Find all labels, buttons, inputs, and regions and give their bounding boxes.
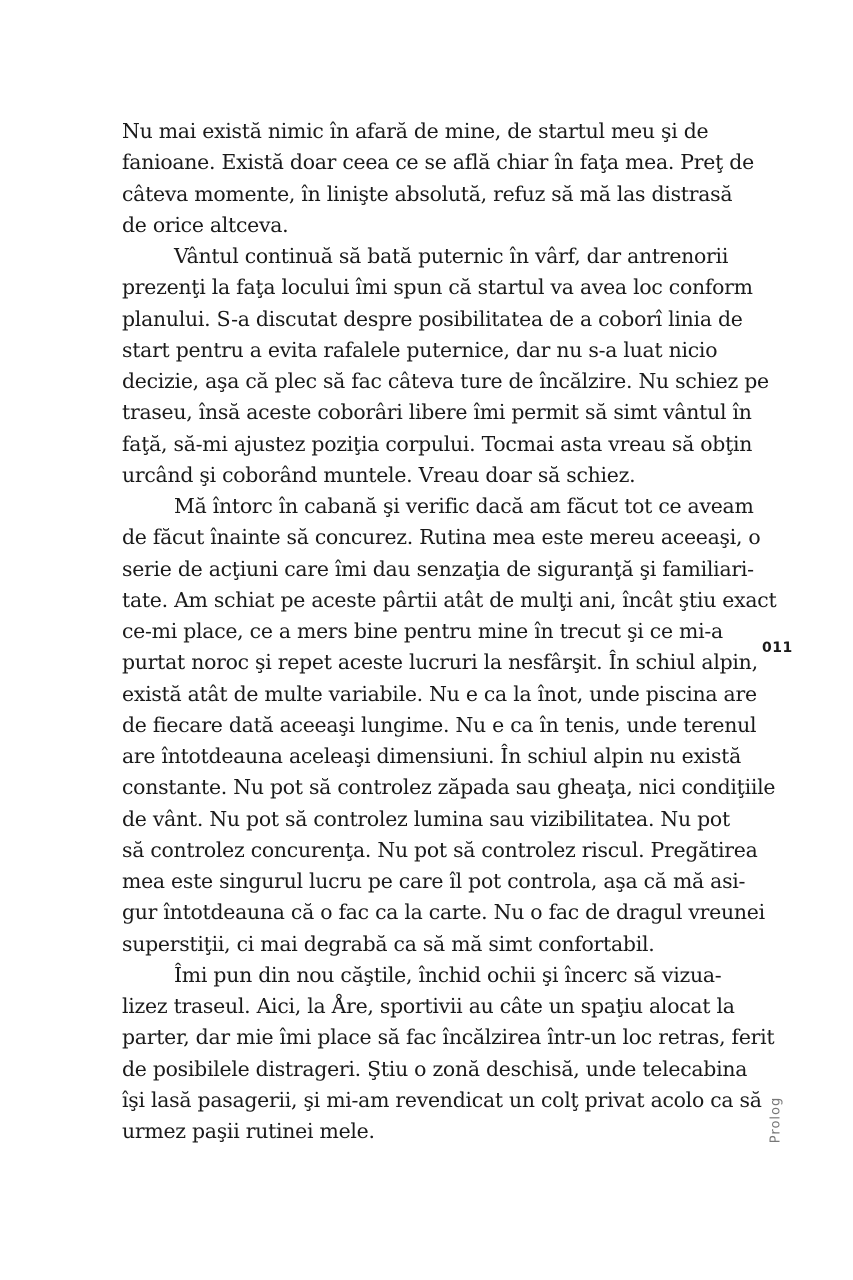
text-line: serie de acţiuni care îmi dau senzaţia de siguranţă şi familiari- bbox=[122, 556, 754, 581]
text-line: fanioane. Există doar ceea ce se află chiar în faţa mea. Preţ de bbox=[122, 150, 754, 175]
text-line: gur întotdeauna că o fac ca la carte. Nu o fac de dragul vreunei bbox=[122, 900, 765, 925]
text-line: faţă, să-mi ajustez poziţia corpului. Tocmai asta vreau să obţin bbox=[122, 431, 753, 456]
paragraph-first-line: Mă întorc în cabană şi verific dacă am făcut tot ce aveam bbox=[174, 494, 754, 518]
page-number: 011 bbox=[762, 640, 793, 656]
text-line: de vânt. Nu pot să controlez lumina sau vizibilitatea. Nu pot bbox=[122, 806, 730, 831]
text-line: îşi lasă pasagerii, şi mi-am revendicat un colţ privat acolo ca să bbox=[122, 1087, 762, 1112]
text-line: lizez traseul. Aici, la Åre, sportivii au câte un spaţiu alocat la bbox=[122, 994, 735, 1018]
text-line: ce-mi place, ce a mers bine pentru mine în trecut şi ce mi-a bbox=[122, 619, 723, 643]
text-line: parter, dar mie îmi place să fac încălzirea într-un loc retras, ferit bbox=[122, 1025, 775, 1050]
text-line: de posibilele distrageri. Ştiu o zonă deschisă, unde telecabina bbox=[122, 1056, 748, 1081]
text-line: constante. Nu pot să controlez zăpada sau gheaţa, nici condiţiile bbox=[122, 775, 776, 800]
text-line: să controlez concurenţa. Nu pot să controlez riscul. Pregătirea bbox=[122, 837, 758, 862]
text-line: traseu, însă aceste coborâri libere îmi permit să simt vântul în bbox=[122, 400, 752, 425]
text-line: urcând şi coborând muntele. Vreau doar să schiez. bbox=[122, 462, 636, 487]
paragraph-first-line: Vântul continuă să bată puternic în vârf, dar antrenorii bbox=[174, 244, 729, 268]
running-head: Prolog bbox=[768, 1096, 784, 1144]
text-line: planului. S-a discutat despre posibilitatea de a coborî linia de bbox=[122, 306, 743, 331]
text-line: câteva momente, în linişte absolută, refuz să mă las distrasă bbox=[122, 181, 733, 206]
text-line: de făcut înainte să concurez. Rutina mea este mereu aceeaşi, o bbox=[122, 525, 761, 550]
paragraph-first-line: Îmi pun din nou căştile, închid ochii şi încerc să vizua- bbox=[174, 962, 722, 987]
text-line: există atât de multe variabile. Nu e ca la înot, unde piscina are bbox=[122, 681, 757, 706]
text-line: Nu mai există nimic în afară de mine, de startul meu şi de bbox=[122, 119, 709, 143]
text-line: mea este singurul lucru pe care îl pot controla, aşa că mă asi- bbox=[122, 869, 746, 893]
text-line: de orice altceva. bbox=[122, 212, 289, 237]
text-line: purtat noroc şi repet aceste lucruri la nesfârşit. În schiul alpin, bbox=[122, 650, 758, 675]
text-line: de fiecare dată aceeaşi lungime. Nu e ca în tenis, unde terenul bbox=[122, 712, 757, 737]
text-line: prezenţi la faţa locului îmi spun că startul va avea loc conform bbox=[122, 275, 753, 300]
text-line: start pentru a evita rafalele puternice, dar nu s-a luat nicio bbox=[122, 337, 718, 362]
text-line: superstiţii, ci mai degrabă ca să mă simt confortabil. bbox=[122, 931, 655, 956]
text-line: urmez paşii rutinei mele. bbox=[122, 1119, 375, 1143]
text-line: are întotdeauna aceleaşi dimensiuni. În schiul alpin nu există bbox=[122, 744, 742, 768]
text-line: decizie, aşa că plec să fac câteva ture de încălzire. Nu schiez pe bbox=[122, 369, 769, 393]
text-line: tate. Am schiat pe aceste pârtii atât de mulţi ani, încât ştiu exact bbox=[122, 587, 777, 612]
